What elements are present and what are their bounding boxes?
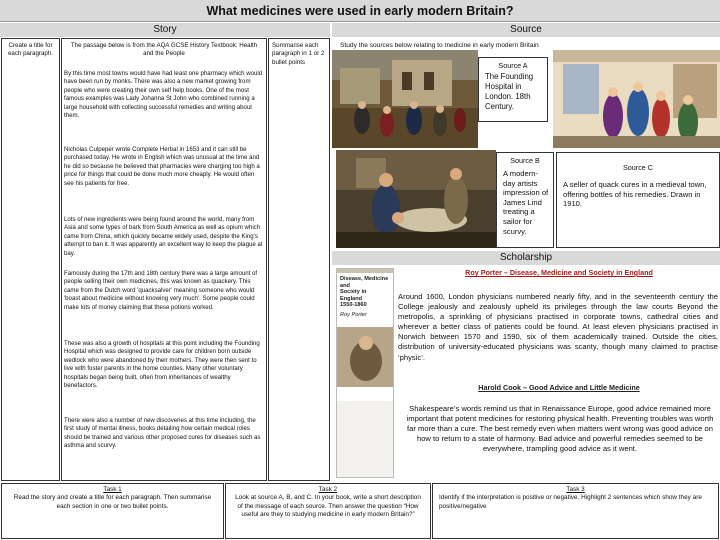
book-author: Roy Porter [340, 311, 367, 318]
page-title: What medicines were used in early modern Britain? [0, 0, 720, 22]
porter-title: Roy Porter – Disease, Medicine and Society in England [465, 268, 653, 277]
task-3-title: Task 3 [566, 486, 585, 493]
source-c-label: Source C [623, 163, 653, 172]
cook-quote: Shakespeare’s words remind us that in Renaissance Europe, good advice remained more important that potent medicines for restoring physical health. Preventing troubles was worth far more than a cure. The best remedy even when matters went wrong was good advice on how to return to a state of harmony. Bad advice and powerful remedies seemed to be everywhere, trampling good advice as it went. [406, 404, 714, 454]
story-paragraph-3: Lots of new ingredients were being found around the world, many from Asia and some types of bark from South America as well as opium which came from China, which quickly became widely used, despite the King's attempt to ban it. It was apparently an excellent way to keep the plague at bay. [64, 216, 263, 257]
source-a-label: Source A [498, 61, 528, 70]
source-a-caption: The Founding Hospital in London. 18th Century. [485, 72, 534, 111]
story-paragraph-4: Famously during the 17th and 18th century there was a large amount of people selling their own medicines, this was known as quackery. This came from the Dutch word 'quacksalver' meaning someone who would 'boast about medicine without knowing very much'. Some people could make lots of money claiming that these potions worked. [64, 270, 258, 311]
source-header: Source [332, 23, 720, 37]
porter-quote: Around 1600, London physicians numbered nearly fifty, and in the seventeenth century the College jealously and zealously upheld its privileges through the law courts Beyond the metropolis, a sprinkling of physicians practised in corporate towns, cathedral cities and wherever a better class of patients could be found. At least eleven physicians practised in Norwich between 1570 and 1590, six of them academically trained. Outside the cities, distribution of university-educated physicians was scanty, though many claimed to practise ‘physic’. [398, 292, 718, 362]
story-intro: The passage below is from the AQA GCSE History Textbook: Health and the People [70, 42, 258, 58]
task-2-text: Look at source A, B, and C. In your book, write a short description of the message of each source. Then answer the question “How useful are they to studying medicine in early modern Britain?” [235, 494, 421, 519]
title-column [1, 38, 60, 481]
story-header: Story [0, 23, 330, 37]
source-b-label: Source B [510, 156, 540, 165]
story-paragraph-5: These was also a growth of hospitals at this point including the Founding Hospital which was designed to provide care for children born outside wedlock who were abandoned by their mothers. They were then sent to live with foster parents in the home counties. Many other voluntary hospitals began being built, often from inheritances of wealthy benefactors. [64, 340, 260, 390]
book-title-line-2: Society in England [340, 289, 367, 302]
task-3-box [432, 483, 719, 539]
source-c-caption-box [556, 152, 720, 248]
cook-title: Harold Cook – Good Advice and Little Medicine [478, 383, 640, 392]
task-1-box [1, 483, 224, 539]
create-title-instruction: Create a title for each paragraph. [7, 42, 54, 58]
book-title-line-3: 1550-1860 [340, 302, 367, 309]
task-3-text: Identify if the interpretation is positive or negative. Highlight 2 sentences which show they are positive/negative [439, 494, 702, 510]
story-paragraph-6: There were also a number of new discoveries at this time including, the first study of mental illness, books detailing how certain medical roles should be trained and various other proposed cures for diseases such as asthma and scurvy. [64, 417, 261, 450]
story-paragraph-2: Nicholas Culpeper wrote Complete Herbal in 1653 and it can still be purchased today. He wrote in English which was unusual at the time and he did so because he believed that pharmacies were charging too high a price for things that could be done much more cheaply. He would often see his patients for free. [64, 146, 260, 187]
book-title-line-1: Disease, Medicine and [340, 276, 389, 289]
source-b-caption: A modern-day artists impression of James Lind treating a sailor for scurvy. [503, 169, 549, 236]
task-2-box [225, 483, 431, 539]
task-1-text: Read the story and create a title for each paragraph. Then summarise each section in one or two bullet points. [13, 494, 212, 510]
source-b-caption-box [496, 152, 554, 248]
source-a-caption-box [478, 57, 548, 122]
summarise-instruction: Summarise each paragraph in 1 or 2 bullet points [272, 42, 325, 66]
book-cover [336, 268, 394, 478]
task-2-title: Task 2 [318, 486, 338, 493]
source-c-image [553, 50, 720, 148]
story-paragraph-1: By this time most towns would have had least one pharmacy which would have been run by monks. There was also a new market growing from people who were creating their own self help books. One of the most famous examples was Lady Johanna St John who combined running a large household with collecting successful remedies and writing about them. [64, 70, 263, 120]
source-a-image [332, 50, 478, 148]
scholarship-heading: Scholarship [332, 251, 720, 265]
source-c-caption: A seller of quack cures in a medieval town, offering bottles of his remedies. Drawn in 1910. [563, 180, 707, 209]
source-instruction: Study the sources below relating to medicine in early modern Britain [340, 42, 539, 49]
book-cover-illustration [337, 327, 394, 387]
source-b-image [336, 150, 496, 248]
task-1-title: Task 1 [103, 486, 122, 493]
summary-column [268, 38, 330, 481]
